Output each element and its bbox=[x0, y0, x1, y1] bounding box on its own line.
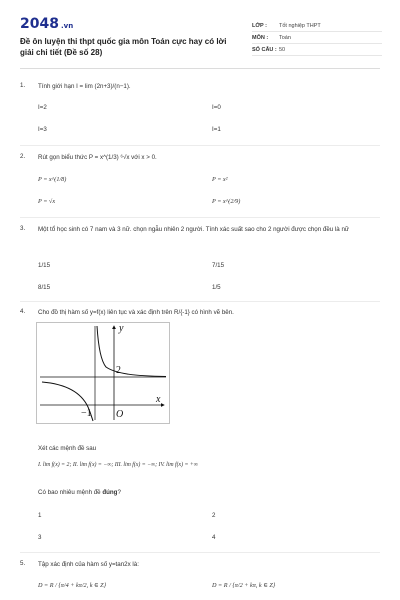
question-divider bbox=[20, 217, 380, 218]
question-2 bbox=[20, 153, 380, 163]
question-number: 2. bbox=[20, 153, 26, 160]
question-ask-text bbox=[38, 488, 368, 498]
question-4 bbox=[20, 308, 380, 318]
ask-prefix: Có bao nhiêu mệnh đề bbox=[38, 489, 103, 496]
answer-option-d[interactable]: P = x^(2/9) bbox=[212, 198, 241, 205]
answer-option-b[interactable]: 2 bbox=[212, 512, 216, 519]
question-text: Rút gọn biểu thức P = x^(1/3) ⁶√x với x > 0. bbox=[38, 154, 157, 161]
brand-name: 2048 bbox=[20, 16, 59, 32]
meta-value: 50 bbox=[279, 46, 286, 53]
question-number: 3. bbox=[20, 225, 26, 232]
question-text: Tập xác định của hàm số y=tan2x là: bbox=[38, 561, 139, 568]
question-1 bbox=[20, 82, 380, 92]
meta-key: LỚP : bbox=[252, 22, 267, 29]
answer-option-a[interactable]: I=2 bbox=[38, 104, 47, 111]
y-axis-label: y bbox=[119, 323, 124, 334]
answer-option-a[interactable]: 1/15 bbox=[38, 262, 51, 269]
answer-option-a[interactable]: P = x^(1/8) bbox=[38, 176, 67, 183]
meta-row-count bbox=[252, 44, 382, 56]
answer-option-c[interactable]: I=3 bbox=[38, 126, 47, 133]
answer-option-d[interactable]: 1/5 bbox=[212, 284, 221, 291]
question-divider bbox=[20, 301, 380, 302]
statements-intro-text: Xét các mệnh đề sau bbox=[38, 445, 97, 452]
question-text: Cho đồ thị hàm số y=f(x) liên tục và xác định trên R/{-1} có hình vẽ bên. bbox=[38, 309, 234, 316]
header-divider bbox=[20, 68, 380, 69]
minus-one-label: −1 bbox=[81, 408, 92, 419]
meta-value: Toán bbox=[279, 34, 291, 41]
graph-svg bbox=[36, 322, 170, 424]
graph-frame bbox=[37, 323, 170, 424]
question-number: 1. bbox=[20, 82, 26, 89]
answer-option-d[interactable]: I=1 bbox=[212, 126, 221, 133]
asymptote-value-label: 2 bbox=[116, 365, 121, 376]
function-graph bbox=[36, 322, 170, 424]
meta-key: SỐ CÂU : bbox=[252, 46, 277, 53]
question-text: Một tổ học sinh có 7 nam và 3 nữ. chọn ngẫu nhiên 2 người. Tính xác suất sao cho 2 người được chọn đều là nữ bbox=[38, 226, 350, 233]
answer-option-b[interactable]: P = x² bbox=[212, 176, 228, 183]
meta-row-subject bbox=[252, 32, 382, 44]
answer-option-b[interactable]: 7/15 bbox=[212, 262, 225, 269]
answer-option-a[interactable]: 1 bbox=[38, 512, 42, 519]
answer-option-b[interactable]: D = R / {π/2 + kπ, k ∈ Z} bbox=[212, 582, 276, 589]
question-text: Tính giới hạn I = lim (2n+3)/(n−1). bbox=[38, 83, 131, 90]
question-5 bbox=[20, 560, 380, 570]
page-title: Đề ôn luyện thi thpt quốc gia môn Toán cực hay có lời giải chi tiết (Đề số 28) bbox=[20, 37, 227, 57]
meta-row-class bbox=[252, 20, 382, 32]
brand-suffix: .vn bbox=[60, 22, 74, 30]
question-number: 4. bbox=[20, 308, 26, 315]
header bbox=[20, 14, 380, 64]
statements-intro bbox=[20, 444, 380, 454]
answer-option-b[interactable]: I=0 bbox=[212, 104, 221, 111]
statements-list: I. lim f(x) = 2; II. lim f(x) = −∞; III. lim f(x) = −∞; IV. lim f(x) = +∞ bbox=[38, 462, 198, 468]
brand-logo[interactable] bbox=[20, 16, 73, 32]
ask-bold: đúng bbox=[102, 489, 118, 496]
question-3 bbox=[20, 225, 380, 247]
answer-option-c[interactable]: P = √x bbox=[38, 198, 56, 205]
answer-option-d[interactable]: 4 bbox=[212, 534, 216, 541]
meta-value: Tốt nghiệp THPT bbox=[279, 22, 321, 29]
answer-option-c[interactable]: 3 bbox=[38, 534, 42, 541]
ask-suffix: ? bbox=[117, 489, 121, 496]
question-4-ask bbox=[20, 488, 380, 498]
meta-key: MÔN : bbox=[252, 34, 269, 41]
origin-label: O bbox=[116, 409, 124, 420]
question-divider bbox=[20, 552, 380, 553]
question-number: 5. bbox=[20, 560, 26, 567]
question-divider bbox=[20, 145, 380, 146]
meta-box bbox=[252, 20, 382, 56]
answer-option-a[interactable]: D = R / {π/4 + kπ/2, k ∈ Z} bbox=[38, 582, 107, 589]
answer-option-c[interactable]: 8/15 bbox=[38, 284, 51, 291]
x-axis-label: x bbox=[156, 394, 161, 405]
